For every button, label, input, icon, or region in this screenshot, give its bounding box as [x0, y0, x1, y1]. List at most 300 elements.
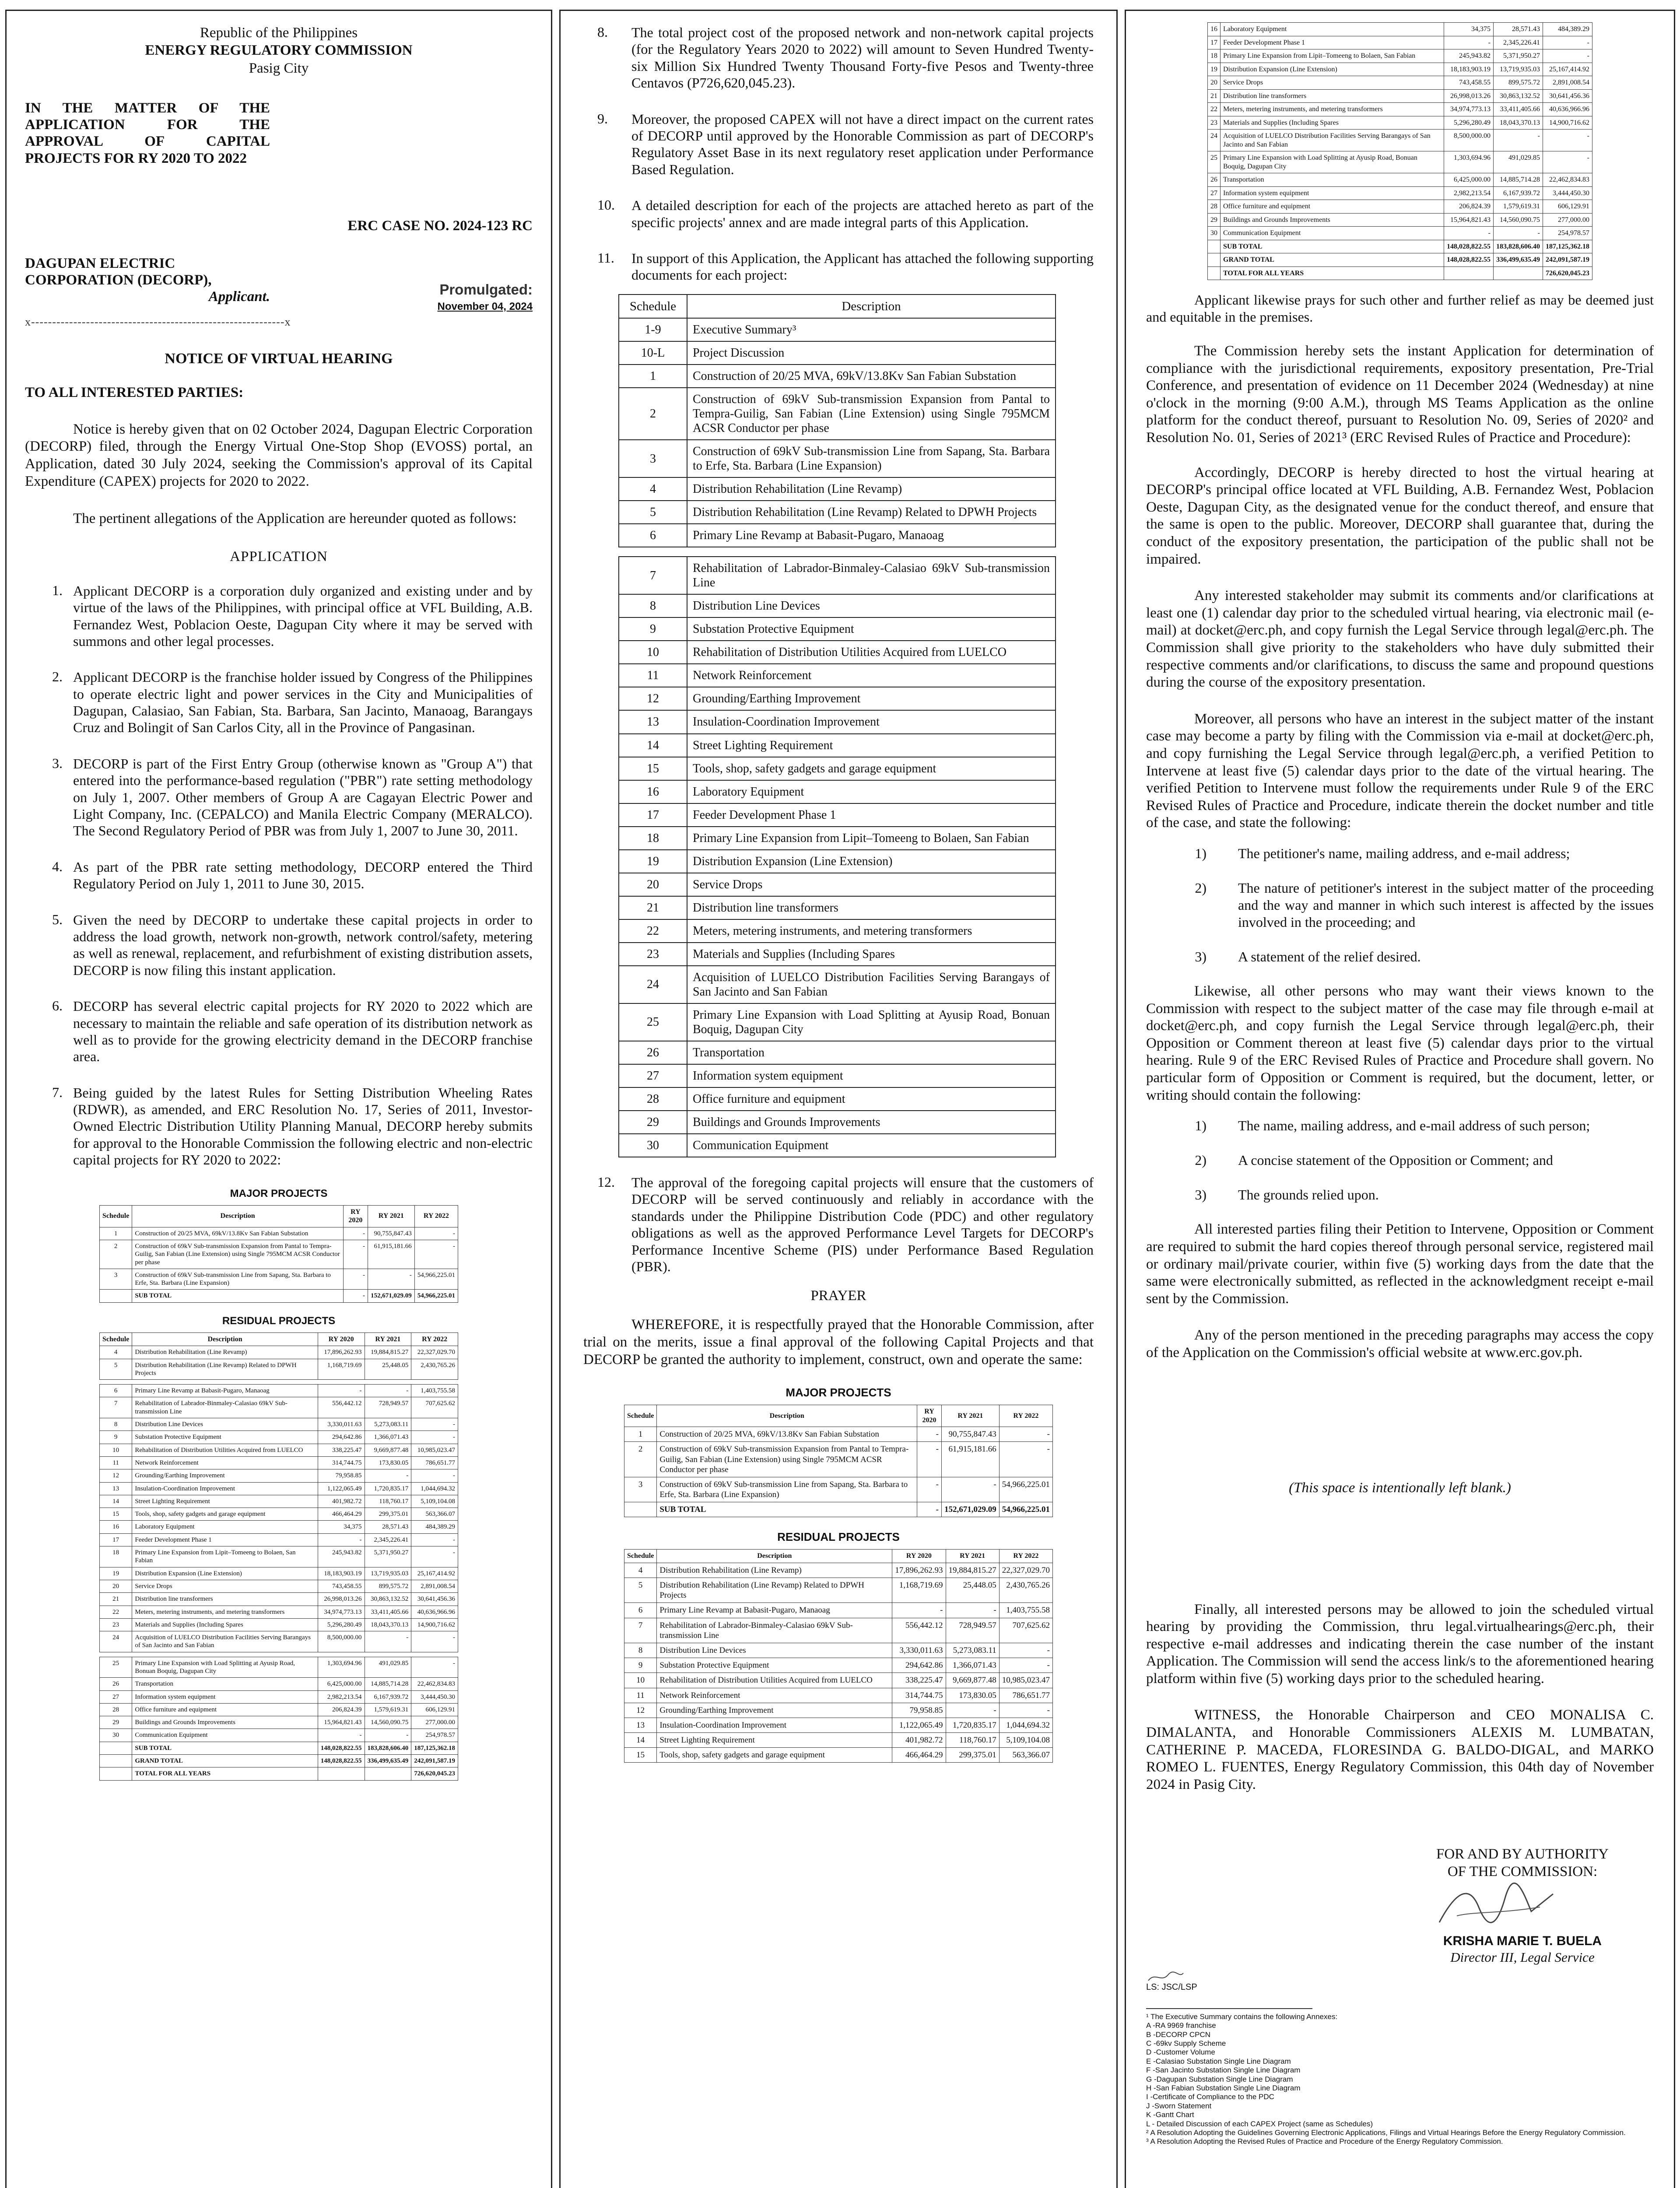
ry2020-cell: 5,296,280.49 — [1444, 116, 1494, 130]
project-row — [100, 1469, 458, 1482]
ry2022-cell: 563,366.07 — [999, 1748, 1052, 1763]
ry2022-total: 187,125,362.18 — [411, 1742, 458, 1754]
ry2020-total: - — [343, 1290, 368, 1302]
city-line: Pasig City — [249, 60, 309, 76]
ry2021-cell: 1,720,835.17 — [365, 1482, 411, 1495]
description-cell: Street Lighting Requirement — [132, 1495, 318, 1508]
schedule-row — [619, 318, 1056, 341]
column-header: RY 2020 — [892, 1550, 946, 1563]
schedule-cell: 1 — [100, 1227, 132, 1240]
schedule-description: Materials and Supplies (Including Spares — [687, 943, 1056, 966]
project-row — [1208, 116, 1592, 130]
total-label: SUB TOTAL — [132, 1742, 318, 1754]
ry2020-cell: 206,824.39 — [318, 1703, 365, 1716]
list-item — [1146, 880, 1654, 931]
supporting-documents-table — [618, 294, 1056, 1157]
schedule-description: Feeder Development Phase 1 — [687, 803, 1056, 827]
major-subtotal-row — [100, 1290, 458, 1302]
ry2021-cell: 33,411,405.66 — [1494, 103, 1543, 116]
ry2020-cell: - — [318, 1729, 365, 1742]
total-label: SUB TOTAL — [132, 1290, 343, 1302]
ry2021-cell: - — [368, 1269, 414, 1290]
schedule-number: 4 — [619, 477, 687, 501]
ry2020-cell: 2,982,213.54 — [1444, 186, 1494, 200]
project-row — [1208, 186, 1592, 200]
grand-total-row — [1208, 253, 1592, 267]
description-cell: Network Reinforcement — [657, 1688, 892, 1703]
list-text: A concise statement of the Opposition or Comment; and — [1238, 1152, 1553, 1168]
project-row — [1208, 63, 1592, 76]
ry2022-cell: 10,985,023.47 — [411, 1444, 458, 1456]
ry2021-cell: 491,029.85 — [365, 1657, 411, 1678]
authority-line-1: FOR AND BY AUTHORITY — [1436, 1846, 1609, 1862]
schedule-cell: 5 — [624, 1578, 657, 1603]
list-item — [1146, 1152, 1654, 1169]
project-row — [1208, 36, 1592, 49]
schedule-cell: 13 — [624, 1718, 657, 1732]
total-label: SUB TOTAL — [657, 1502, 917, 1517]
schedule-row — [619, 896, 1056, 919]
footnote-line: J -Sworn Statement — [1146, 2101, 1212, 2110]
initials: LS: JSC/LSP — [1146, 1982, 1197, 1992]
schedule-number: 8 — [619, 594, 687, 617]
ry2020-cell: - — [343, 1227, 368, 1240]
signature-block — [1391, 1846, 1654, 1965]
website-access-paragraph: Any of the person mentioned in the preceding paragraphs may access the copy of the Application on the Commission's official website at www.erc.gov.ph. — [1146, 1327, 1654, 1360]
join-hearing-paragraph: Finally, all interested persons may be allowed to join the scheduled virtual hearing by providing the Commission, thru legal.virtualhearings@erc.ph, their respective e-mail addresses and indicating therein the case number of the instant Application. The Commission will send the access link/s to the aforementioned hearing platform within five (5) working days prior to the scheduled hearing. — [1146, 1601, 1654, 1687]
description-cell: Service Drops — [132, 1580, 318, 1592]
ry2022-cell: 2,891,008.54 — [411, 1580, 458, 1592]
ry2021-cell: 14,885,714.28 — [1494, 173, 1543, 187]
project-row — [100, 1567, 458, 1580]
project-row — [624, 1658, 1053, 1673]
ry2020-cell: - — [318, 1385, 365, 1397]
column-header: RY 2021 — [368, 1205, 414, 1227]
description-cell: Primary Line Expansion from Lipit–Tomeeng to Bolaen, San Fabian — [132, 1546, 318, 1567]
ry2021-cell: 173,830.05 — [365, 1456, 411, 1469]
ry2021-cell: 1,366,071.43 — [946, 1658, 999, 1673]
page-column-3 — [1125, 10, 1675, 2188]
schedule-number: 25 — [619, 1003, 687, 1041]
list-number: 2) — [1195, 880, 1207, 896]
ry2021-cell: 2,345,226.41 — [365, 1533, 411, 1546]
ry2020-cell: 466,464.29 — [892, 1748, 946, 1763]
schedule-number: 29 — [619, 1111, 687, 1134]
schedule-cell: 10 — [100, 1444, 132, 1456]
ry2022-cell: 22,327,029.70 — [999, 1563, 1052, 1578]
description-cell: Materials and Supplies (Including Spares — [1221, 116, 1444, 130]
ry2021-cell: 90,755,847.43 — [941, 1427, 999, 1442]
project-row — [1208, 76, 1592, 90]
list-text: The name, mailing address, and e-mail address of such person; — [1238, 1118, 1590, 1134]
project-row — [1208, 200, 1592, 214]
description-cell: Rehabilitation of Labrador-Binmaley-Calasiao 69kV Sub-transmission Line — [132, 1397, 318, 1418]
project-row — [100, 1729, 458, 1742]
ry2020-cell: 338,225.47 — [318, 1444, 365, 1456]
ry2020-cell: 338,225.47 — [892, 1673, 946, 1688]
page-column-2 — [559, 10, 1118, 2188]
footnote-line: ² A Resolution Adopting the Guidelines Governing Electronic Applications, Filings and Virtual Hearings Before the Energy Regulatory Commission. — [1146, 2128, 1626, 2137]
ry2022-cell: 3,444,450.30 — [1543, 186, 1592, 200]
description-cell: Transportation — [1221, 173, 1444, 187]
list-number: 3) — [1195, 949, 1207, 965]
total-label: TOTAL FOR ALL YEARS — [1221, 266, 1444, 280]
description-cell: Laboratory Equipment — [1221, 23, 1444, 36]
schedule-number: 28 — [619, 1087, 687, 1111]
description-cell: Communication Equipment — [132, 1729, 318, 1742]
total-label: TOTAL FOR ALL YEARS — [132, 1767, 318, 1780]
witness-paragraph: WITNESS, the Honorable Chairperson and CEO MONALISA C. DIMALANTA, and Honorable Commissioners ALEXIS M. LUMBATAN, CATHERINE P. MACEDA, FLORESINDA G. BALDO-DIGAL, and MARKO ROMEO L. FUENTES, Energy Regulatory Commission, this 04th day of November 2024 in Pasig City. — [1146, 1707, 1654, 1792]
caption-divider: x------------------------------------------------------------x — [25, 315, 291, 328]
ry2020-total: - — [917, 1502, 942, 1517]
column-header: Description — [657, 1405, 917, 1427]
ry2022-cell: 484,389.29 — [1543, 23, 1592, 36]
schedule-row — [619, 757, 1056, 780]
schedule-row — [619, 501, 1056, 524]
description-cell: Meters, metering instruments, and metering transformers — [1221, 103, 1444, 116]
ry2022-cell: 563,366.07 — [411, 1508, 458, 1521]
description-cell: Construction of 69kV Sub-transmission Expansion from Pantal to Tempra-Guilig, San Fabian (Line Extension) using Single 795MCM ACSR Conductor per phase — [657, 1442, 917, 1477]
schedule-row — [619, 1111, 1056, 1134]
promulgated-date: November 04, 2024 — [437, 300, 533, 312]
column-header: RY 2022 — [999, 1550, 1052, 1563]
schedule-cell: 7 — [100, 1397, 132, 1418]
blank-cell — [1208, 253, 1221, 267]
description-cell: Feeder Development Phase 1 — [132, 1533, 318, 1546]
ry2020-cell: - — [1444, 36, 1494, 49]
ry2021-cell: 491,029.85 — [1494, 151, 1543, 173]
project-row — [624, 1442, 1053, 1477]
schedule-row — [619, 341, 1056, 365]
column-header: RY 2020 — [318, 1332, 365, 1346]
ry2021-cell: 19,884,815.27 — [946, 1563, 999, 1578]
footnote-line: D -Customer Volume — [1146, 2048, 1215, 2057]
ry2020-cell: 1,303,694.96 — [318, 1657, 365, 1678]
ry2022-cell: 2,891,008.54 — [1543, 76, 1592, 90]
project-row — [100, 1678, 458, 1690]
schedule-description: Distribution Rehabilitation (Line Revamp) — [687, 477, 1056, 501]
project-row — [624, 1578, 1053, 1603]
ry2020-cell: 34,974,773.13 — [1444, 103, 1494, 116]
ry2022-cell: - — [1543, 151, 1592, 173]
schedule-number: 1 — [619, 365, 687, 388]
major-subtotal-row — [624, 1502, 1053, 1517]
project-row — [100, 1580, 458, 1592]
footnote-line: K -Gantt Chart — [1146, 2111, 1194, 2119]
schedule-cell: 8 — [100, 1418, 132, 1431]
major-projects-table-1 — [99, 1205, 458, 1303]
ry2021-cell: 25,448.05 — [365, 1359, 411, 1380]
schedule-cell: 29 — [1208, 213, 1221, 227]
schedule-number: 13 — [619, 710, 687, 733]
ry2022-total: 54,966,225.01 — [414, 1290, 458, 1302]
ry2020-cell: 294,642.86 — [892, 1658, 946, 1673]
description-cell: Primary Line Expansion with Load Splitting at Ayusip Road, Bonuan Boquig, Dagupan City — [132, 1657, 318, 1678]
schedule-row — [619, 594, 1056, 617]
schedule-description: Transportation — [687, 1041, 1056, 1064]
description-cell: Office furniture and equipment — [132, 1703, 318, 1716]
schedule-cell: 30 — [1208, 227, 1221, 240]
schedule-description: Primary Line Expansion from Lipit–Tomeeng to Bolaen, San Fabian — [687, 827, 1056, 850]
ry2022-cell: 1,403,755.58 — [999, 1603, 1052, 1618]
description-cell: Construction of 20/25 MVA, 69kV/13.8Kv San Fabian Substation — [132, 1227, 343, 1240]
allegation-text: DECORP has several electric capital projects for RY 2020 to 2022 which are necessary to maintain the reliable and safe operation of its distribution network as well as to provide for the growing electricity demand in the DECORP franchise area. — [73, 998, 533, 1065]
ry2020-cell: - — [318, 1533, 365, 1546]
description-cell: Information system equipment — [132, 1690, 318, 1703]
project-row — [624, 1688, 1053, 1703]
column-header: RY 2020 — [917, 1405, 942, 1427]
schedule-cell: 24 — [100, 1631, 132, 1652]
blank-cell — [1494, 266, 1543, 280]
allegation-number: 7. — [52, 1084, 63, 1100]
hard-copies-paragraph: All interested parties filing their Petition to Intervene, Opposition or Comment are required to submit the hard copies thereof through personal service, registered mail or ordinary mail/private courier, within five (5) working days from the date that the same were electronically submitted, as reflected in the acknowledgment receipt e-mail sent by the Commission. — [1146, 1221, 1654, 1307]
footnote-line: H -San Fabian Substation Single Line Diagram — [1146, 2083, 1301, 2092]
schedule-number: 5 — [619, 501, 687, 524]
column-header: RY 2021 — [365, 1332, 411, 1346]
project-row — [100, 1521, 458, 1533]
ry2022-cell: 10,985,023.47 — [999, 1673, 1052, 1688]
allegation-12: 12. The approval of the foregoing capital projects will ensure that the customers of DECORP will be served continuously and reliably in accordance with the standards under the Philippine Distribution Code (PDC) and other regulatory obligations as well as the approved Performance Level Targets for DECORP's Performance Incentive Scheme (PIS) under Performance Based Regulation (PBR). — [597, 1174, 1094, 1275]
project-row — [100, 1456, 458, 1469]
ry2021-cell: 14,560,090.75 — [1494, 213, 1543, 227]
ry2021-cell: 9,669,877.48 — [946, 1673, 999, 1688]
schedule-cell: 2 — [100, 1240, 132, 1269]
schedule-description: Laboratory Equipment — [687, 780, 1056, 803]
allegation-11: 11. In support of this Application, the Applicant has attached the following supporting documents for each project: — [597, 249, 1094, 283]
ry2020-cell: - — [917, 1477, 942, 1502]
description-cell: Acquisition of LUELCO Distribution Facilities Serving Barangays of San Jacinto and San Fabian — [132, 1631, 318, 1652]
allegation-number: 2. — [52, 669, 63, 685]
column-header: Schedule — [624, 1550, 657, 1563]
schedule-cell: 11 — [100, 1456, 132, 1469]
ry2021-cell: - — [946, 1703, 999, 1718]
ry2022-cell: 707,625.62 — [411, 1397, 458, 1418]
allegation-6 — [25, 998, 533, 1065]
schedule-cell: 4 — [624, 1563, 657, 1578]
ry2022-cell: 1,044,694.32 — [999, 1718, 1052, 1732]
ry2020-cell: 79,958.85 — [892, 1703, 946, 1718]
ry2021-cell: - — [365, 1631, 411, 1652]
list-item — [1146, 1117, 1654, 1134]
project-row — [100, 1240, 458, 1269]
ry2020-cell: 401,982.72 — [892, 1733, 946, 1748]
allegation-text: As part of the PBR rate setting methodology, DECORP entered the Third Regulatory Period on July 1, 2011 to June 30, 2015. — [73, 859, 533, 892]
addressee: TO ALL INTERESTED PARTIES: — [25, 384, 244, 400]
list-number: 1) — [1195, 1118, 1207, 1134]
description-cell: Distribution Rehabilitation (Line Revamp) Related to DPWH Projects — [132, 1359, 318, 1380]
schedule-description: Executive Summary³ — [687, 318, 1056, 341]
schedule-cell: 9 — [100, 1431, 132, 1444]
ry2022-cell: 606,129.91 — [411, 1703, 458, 1716]
column-header: RY 2022 — [999, 1405, 1052, 1427]
description-cell: Primary Line Revamp at Babasit-Pugaro, Manaoag — [132, 1385, 318, 1397]
schedule-description: Meters, metering instruments, and metering transformers — [687, 919, 1056, 943]
ry2020-cell: 34,974,773.13 — [318, 1606, 365, 1618]
description-cell: Primary Line Revamp at Babasit-Pugaro, Manaoag — [657, 1603, 892, 1618]
project-row — [100, 1495, 458, 1508]
ry2022-cell: 277,000.00 — [1543, 213, 1592, 227]
ry2022-total: 242,091,587.19 — [411, 1755, 458, 1767]
schedule-cell: 21 — [100, 1593, 132, 1606]
ry2020-cell: 314,744.75 — [318, 1456, 365, 1469]
blank-cell — [100, 1767, 132, 1780]
description-cell: Acquisition of LUELCO Distribution Facilities Serving Barangays of San Jacinto and San Fabian — [1221, 130, 1444, 151]
total-label: GRAND TOTAL — [132, 1755, 318, 1767]
schedule-number: 1-9 — [619, 318, 687, 341]
description-cell: Insulation-Coordination Improvement — [657, 1718, 892, 1732]
ry2021-cell: 25,448.05 — [946, 1578, 999, 1603]
footnote-line: I -Certificate of Compliance to the PDC — [1146, 2093, 1274, 2101]
prayer-heading: PRAYER — [810, 1288, 866, 1304]
schedule-number: 2 — [619, 388, 687, 440]
project-row — [100, 1227, 458, 1240]
schedule-number: 3 — [619, 440, 687, 477]
schedule-cell: 17 — [1208, 36, 1221, 49]
ry2021-total: 183,828,606.40 — [1494, 240, 1543, 253]
major-projects-table-2 — [624, 1405, 1053, 1517]
description-cell: Distribution line transformers — [132, 1593, 318, 1606]
description-cell: Rehabilitation of Distribution Utilities Acquired from LUELCO — [132, 1444, 318, 1456]
project-row — [624, 1748, 1053, 1763]
residual-subtotal-row — [1208, 240, 1592, 253]
blank-cell — [624, 1502, 657, 1517]
ry2021-cell: 1,579,619.31 — [1494, 200, 1543, 214]
description-cell: Buildings and Grounds Improvements — [1221, 213, 1444, 227]
description-cell: Distribution Line Devices — [132, 1418, 318, 1431]
schedule-cell: 30 — [100, 1729, 132, 1742]
residual-subtotal-row — [100, 1742, 458, 1754]
ry2020-cell: 34,375 — [318, 1521, 365, 1533]
footnote-divider — [1146, 2008, 1312, 2009]
description-cell: Construction of 69kV Sub-transmission Line from Sapang, Sta. Barbara to Erfe, Sta. Barbara (Line Expansion) — [657, 1477, 917, 1502]
ry2022-total: 242,091,587.19 — [1543, 253, 1592, 267]
ry2021-total: 336,499,635.49 — [1494, 253, 1543, 267]
ry2021-cell: - — [365, 1469, 411, 1482]
schedule-row — [619, 1041, 1056, 1064]
allegation-number: 5. — [52, 911, 63, 927]
schedule-number: 16 — [619, 780, 687, 803]
schedule-row — [619, 1087, 1056, 1111]
residual-projects-table-continued — [1207, 22, 1592, 280]
schedule-cell: 21 — [1208, 89, 1221, 103]
allegation-text: Applicant DECORP is the franchise holder issued by Congress of the Philippines to operate electric light and power services in the City and Municipalities of Dagupan, Calasiao, San Fabian, Sta. Barbara, San Jacinto, Manaoag, Barangays Cruz and Bolingit of San Carlos City, all in the Province of Pangasinan. — [73, 669, 533, 736]
schedule-cell: 27 — [1208, 186, 1221, 200]
major-projects-title-1: MAJOR PROJECTS — [230, 1187, 328, 1199]
signer-name: KRISHA MARIE T. BUELA — [1443, 1933, 1602, 1948]
schedule-description: Service Drops — [687, 873, 1056, 896]
major-projects-title-2: MAJOR PROJECTS — [786, 1386, 891, 1399]
description-cell: Distribution Line Devices — [657, 1643, 892, 1658]
project-row — [624, 1427, 1053, 1442]
ry2022-cell: 30,641,456.36 — [411, 1593, 458, 1606]
ry2021-cell: 13,719,935.03 — [365, 1567, 411, 1580]
ry2021-cell: - — [946, 1603, 999, 1618]
schedule-row — [619, 641, 1056, 664]
description-cell: Construction of 69kV Sub-transmission Line from Sapang, Sta. Barbara to Erfe, Sta. Barbara (Line Expansion) — [132, 1269, 343, 1290]
description-cell: Network Reinforcement — [132, 1456, 318, 1469]
ry2020-cell: 3,330,011.63 — [892, 1643, 946, 1658]
table-header-row — [100, 1205, 458, 1227]
project-row — [624, 1643, 1053, 1658]
table-header-row — [624, 1550, 1053, 1563]
description-cell: Street Lighting Requirement — [657, 1733, 892, 1748]
description-cell: Office furniture and equipment — [1221, 200, 1444, 214]
ry2021-cell: 118,760.17 — [365, 1495, 411, 1508]
authority-line-2: OF THE COMMISSION: — [1447, 1864, 1598, 1880]
project-row — [1208, 151, 1592, 173]
schedule-cell: 4 — [100, 1346, 132, 1359]
ry2021-cell: 30,863,132.52 — [365, 1593, 411, 1606]
schedule-cell: 10 — [624, 1673, 657, 1688]
venue-paragraph: Accordingly, DECORP is hereby directed to host the virtual hearing at DECORP's principal office located at VFL Building, A.B. Fernandez West, Poblacion Oeste, Dagupan City, as the designated venue for the conduct thereof, and ensure that the same is open to the public. Moreover, DECORP shall guarantee that, during the conduct of the expository presentation, the participation of the public shall not be impaired. — [1146, 464, 1654, 567]
schedule-row — [619, 803, 1056, 827]
schedule-description: Construction of 69kV Sub-transmission Line from Sapang, Sta. Barbara to Erfe, Sta. Barbara (Line Expansion) — [687, 440, 1056, 477]
allegations-list — [25, 582, 533, 1168]
schedule-row — [619, 388, 1056, 440]
total-label: SUB TOTAL — [1221, 240, 1444, 253]
schedule-row — [619, 734, 1056, 757]
allegation-number: 3. — [52, 755, 63, 771]
list-number: 3) — [1195, 1187, 1207, 1203]
comments-paragraph: Any interested stakeholder may submit its comments and/or clarifications at least one (1) calendar day prior to the scheduled virtual hearing, via electronic mail (e-mail) at docket@erc.ph, and copy furnish the Legal Service through legal@erc.ph. The Commission shall give priority to the stakeholders who have duly submitted their respective comments and/or clarifications, to discuss the same and propound questions during the course of the expository presentation. — [1146, 588, 1654, 691]
ry2020-cell: 8,500,000.00 — [318, 1631, 365, 1652]
ry2022-cell: 5,109,104.08 — [999, 1733, 1052, 1748]
allegation-text: Being guided by the latest Rules for Setting Distribution Wheeling Rates (RDWR), as amended, and ERC Resolution No. 17, Series of 2011, Investor-Owned Electric Distribution Utility Planning Manual, DECORP hereby submits for approval to the Honorable Commission the following electric and non-electric capital projects for RY 2020 to 2022: — [73, 1084, 533, 1168]
ry2021-cell: 9,669,877.48 — [365, 1444, 411, 1456]
ry2021-cell: - — [365, 1729, 411, 1742]
column-header: Schedule — [624, 1405, 657, 1427]
allegation-7 — [25, 1084, 533, 1168]
ry2020-cell: 26,998,013.26 — [318, 1593, 365, 1606]
signature-image — [1391, 1881, 1654, 1933]
ry2020-cell: 18,183,903.19 — [318, 1567, 365, 1580]
case-caption — [25, 100, 533, 234]
schedule-cell: 3 — [624, 1477, 657, 1502]
schedule-description: Information system equipment — [687, 1064, 1056, 1087]
ry2021-cell: 14,885,714.28 — [365, 1678, 411, 1690]
ry2021-cell: 2,345,226.41 — [1494, 36, 1543, 49]
ry2022-cell: 606,129.91 — [1543, 200, 1592, 214]
schedule-cell: 19 — [100, 1567, 132, 1580]
blank-space-note: (This space is intentionally left blank.) — [1289, 1480, 1511, 1496]
project-row — [100, 1703, 458, 1716]
footnote-line: G -Dagupan Substation Single Line Diagram — [1146, 2075, 1293, 2083]
ry2022-cell: 2,430,765.26 — [411, 1359, 458, 1380]
total-all-value: 726,620,045.23 — [1543, 266, 1592, 280]
ry2021-cell: 28,571.43 — [1494, 23, 1543, 36]
description-cell: Substation Protective Equipment — [132, 1431, 318, 1444]
ry2020-total: 148,028,822.55 — [318, 1742, 365, 1754]
commission-name: ENERGY REGULATORY COMMISSION — [145, 42, 413, 59]
project-row — [100, 1346, 458, 1359]
schedule-cell: 17 — [100, 1533, 132, 1546]
schedule-cell: 8 — [624, 1643, 657, 1658]
schedule-description: Street Lighting Requirement — [687, 734, 1056, 757]
blank-cell — [100, 1755, 132, 1767]
ry2022-cell: 786,651.77 — [411, 1456, 458, 1469]
description-cell: Distribution Expansion (Line Extension) — [132, 1567, 318, 1580]
ry2022-cell: - — [411, 1533, 458, 1546]
ry2022-cell: 22,462,834.83 — [411, 1678, 458, 1690]
ry2020-cell: 26,998,013.26 — [1444, 89, 1494, 103]
project-row — [100, 1593, 458, 1606]
schedule-cell: 20 — [100, 1580, 132, 1592]
schedule-cell: 16 — [100, 1521, 132, 1533]
project-row — [624, 1703, 1053, 1718]
ry2021-cell: - — [365, 1385, 411, 1397]
project-row — [624, 1673, 1053, 1688]
list-number: 2) — [1195, 1152, 1207, 1168]
